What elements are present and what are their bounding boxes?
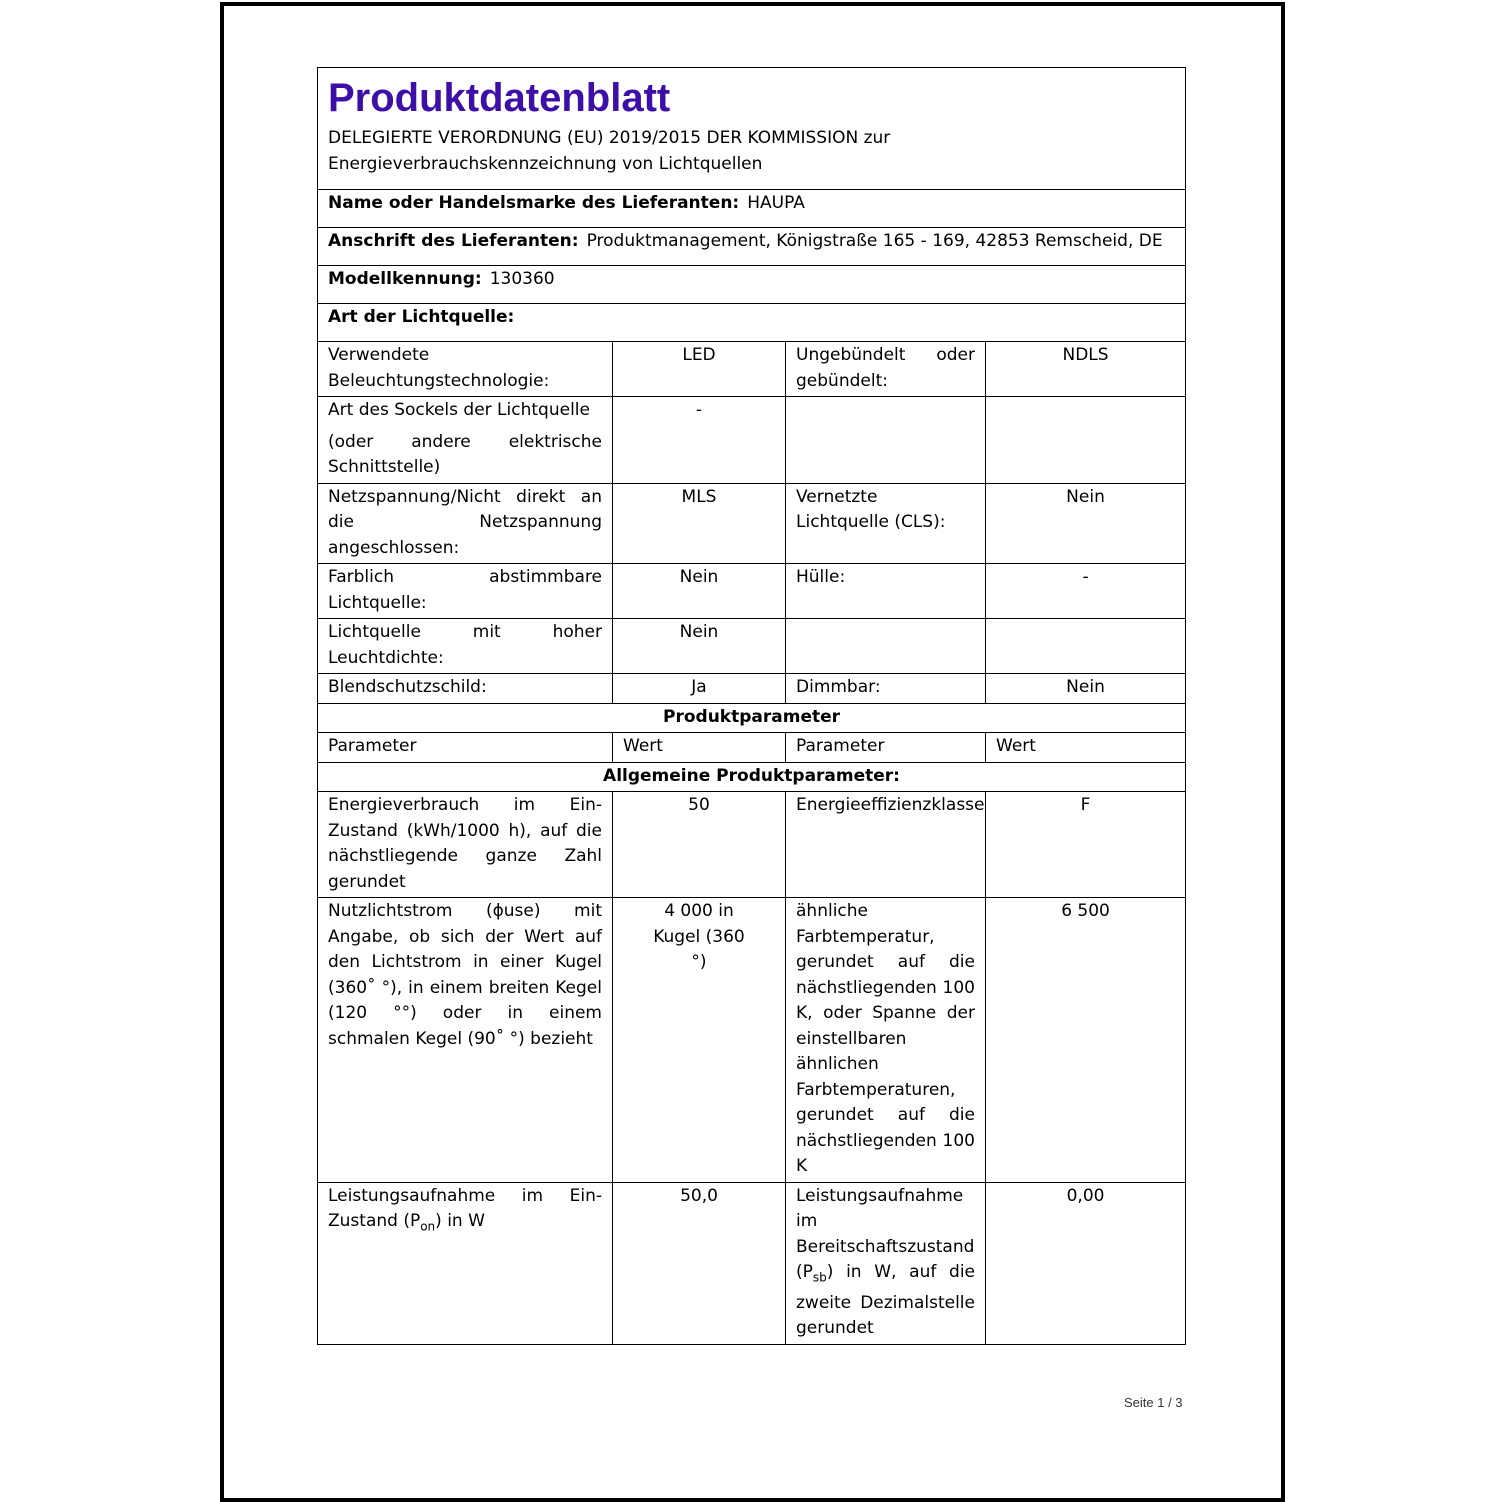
cell-on-mode-power-label <box>318 1182 613 1344</box>
standby-power-unit: ) in W, auf die zweite Dezimalstelle gerundet <box>796 1262 975 1339</box>
table-row <box>318 674 1186 704</box>
cell-dimmable-value: Nein <box>986 674 1186 704</box>
socket-label-line2: (oder andere elektrische Schnittstelle) <box>328 431 602 477</box>
cell-socket-value: - <box>613 397 786 484</box>
cell-on-mode-power-value: 50,0 <box>613 1182 786 1344</box>
supplier-name-row <box>318 190 1186 228</box>
cell-efficiency-class-label: Energieeffizienzklasse <box>786 792 986 898</box>
table-row <box>318 792 1186 898</box>
table-row <box>318 397 1186 484</box>
on-mode-power-subscript: on <box>420 1219 436 1234</box>
cell-empty <box>986 397 1186 484</box>
standby-power-text: Leistungsaufnahme im Bereitschaftszustand (P <box>796 1185 975 1282</box>
cell-cls-value: Nein <box>986 483 1186 564</box>
cell-efficiency-class-value: F <box>986 792 1186 898</box>
column-header-row <box>318 733 1186 763</box>
header-cell <box>318 68 1186 190</box>
product-data-sheet <box>317 67 1186 1345</box>
cell-cls-label: Vernetzte Lichtquelle (CLS): <box>786 483 986 564</box>
model-row <box>318 266 1186 304</box>
cell-empty <box>986 619 1186 674</box>
supplier-name-value: HAUPA <box>747 193 805 213</box>
table-row <box>318 1182 1186 1344</box>
page-number: Seite 1 / 3 <box>1124 1395 1183 1410</box>
document-title: Produktdatenblatt <box>328 76 671 120</box>
cell-color-temperature-value: 6 500 <box>986 898 1186 1183</box>
cell-envelope-value: - <box>986 564 1186 619</box>
table-row <box>318 564 1186 619</box>
section-title-product-parameters: Produktparameter <box>318 703 1186 733</box>
cell-standby-power-value: 0,00 <box>986 1182 1186 1344</box>
cell-energy-consumption-label: Energieverbrauch im Ein-Zustand (kWh/1000 h), auf die nächstliegende ganze Zahl gerundet <box>318 792 613 898</box>
cell-luminance-value: Nein <box>613 619 786 674</box>
cell-envelope-label: Hülle: <box>786 564 986 619</box>
model-label: Modellkennung: <box>328 269 482 289</box>
cell-dimmable-label: Dimmbar: <box>786 674 986 704</box>
table-row <box>318 483 1186 564</box>
on-mode-power-text: Leistungsaufnahme im Ein-Zustand (P <box>328 1185 602 1231</box>
on-mode-power-unit: ) in W <box>435 1211 485 1231</box>
cell-empty <box>786 619 986 674</box>
col-header-parameter: Parameter <box>318 733 613 763</box>
standby-power-subscript: sb <box>812 1270 827 1285</box>
cell-tunable-value: Nein <box>613 564 786 619</box>
section-title-general-parameters: Allgemeine Produktparameter: <box>318 762 1186 792</box>
cell-luminance-label: Lichtquelle mit hoher Leuchtdichte: <box>318 619 613 674</box>
cell-technology-value: LED <box>613 342 786 397</box>
section-row <box>318 762 1186 792</box>
light-type-label: Art der Lichtquelle: <box>328 307 515 327</box>
cell-luminous-flux-value: 4 000 in Kugel (360 °) <box>613 898 786 1183</box>
table-row <box>318 619 1186 674</box>
col-header-parameter: Parameter <box>786 733 986 763</box>
table-row <box>318 342 1186 397</box>
light-type-row <box>318 304 1186 342</box>
section-row <box>318 703 1186 733</box>
document-subtitle: DELEGIERTE VERORDNUNG (EU) 2019/2015 DER KOMMISSION zur Energieverbrauchskennzeichnung von Lichtquellen <box>328 128 891 174</box>
cell-glare-label: Blendschutzschild: <box>318 674 613 704</box>
cell-tunable-label: Farblich abstimmbare Lichtquelle: <box>318 564 613 619</box>
cell-mains-value: MLS <box>613 483 786 564</box>
cell-mains-label: Netzspannung/Nicht direkt an die Netzspannung angeschlossen: <box>318 483 613 564</box>
cell-empty <box>786 397 986 484</box>
header-row <box>318 68 1186 190</box>
supplier-address-value: Produktmanagement, Königstraße 165 - 169, 42853 Remscheid, DE <box>586 231 1163 251</box>
model-value: 130360 <box>489 269 555 289</box>
col-header-value: Wert <box>986 733 1186 763</box>
cell-technology-label: Verwendete Beleuchtungstechnologie: <box>318 342 613 397</box>
cell-color-temperature-label: ähnliche Farbtemperatur, gerundet auf die nächstliegenden 100 K, oder Spanne der einstellbaren ähnlichen Farbtemperaturen, gerundet auf die nächstliegenden 100 K <box>786 898 986 1183</box>
cell-luminous-flux-label: Nutzlichtstrom (ɸuse) mit Angabe, ob sich der Wert auf den Lichtstrom in einer Kugel (360˚ °), in einem breiten Kegel (120 °°) oder in einem schmalen Kegel (90˚ °) bezieht <box>318 898 613 1183</box>
table-row <box>318 898 1186 1183</box>
cell-energy-consumption-value: 50 <box>613 792 786 898</box>
supplier-name-label: Name oder Handelsmarke des Lieferanten: <box>328 193 740 213</box>
cell-directional-label: Ungebündelt oder gebündelt: <box>786 342 986 397</box>
supplier-address-row <box>318 228 1186 266</box>
supplier-address-label: Anschrift des Lieferanten: <box>328 231 579 251</box>
cell-standby-power-label <box>786 1182 986 1344</box>
col-header-value: Wert <box>613 733 786 763</box>
cell-socket-label <box>318 397 613 484</box>
cell-glare-value: Ja <box>613 674 786 704</box>
socket-label-line1: Art des Sockels der Lichtquelle <box>328 400 590 420</box>
cell-directional-value: NDLS <box>986 342 1186 397</box>
